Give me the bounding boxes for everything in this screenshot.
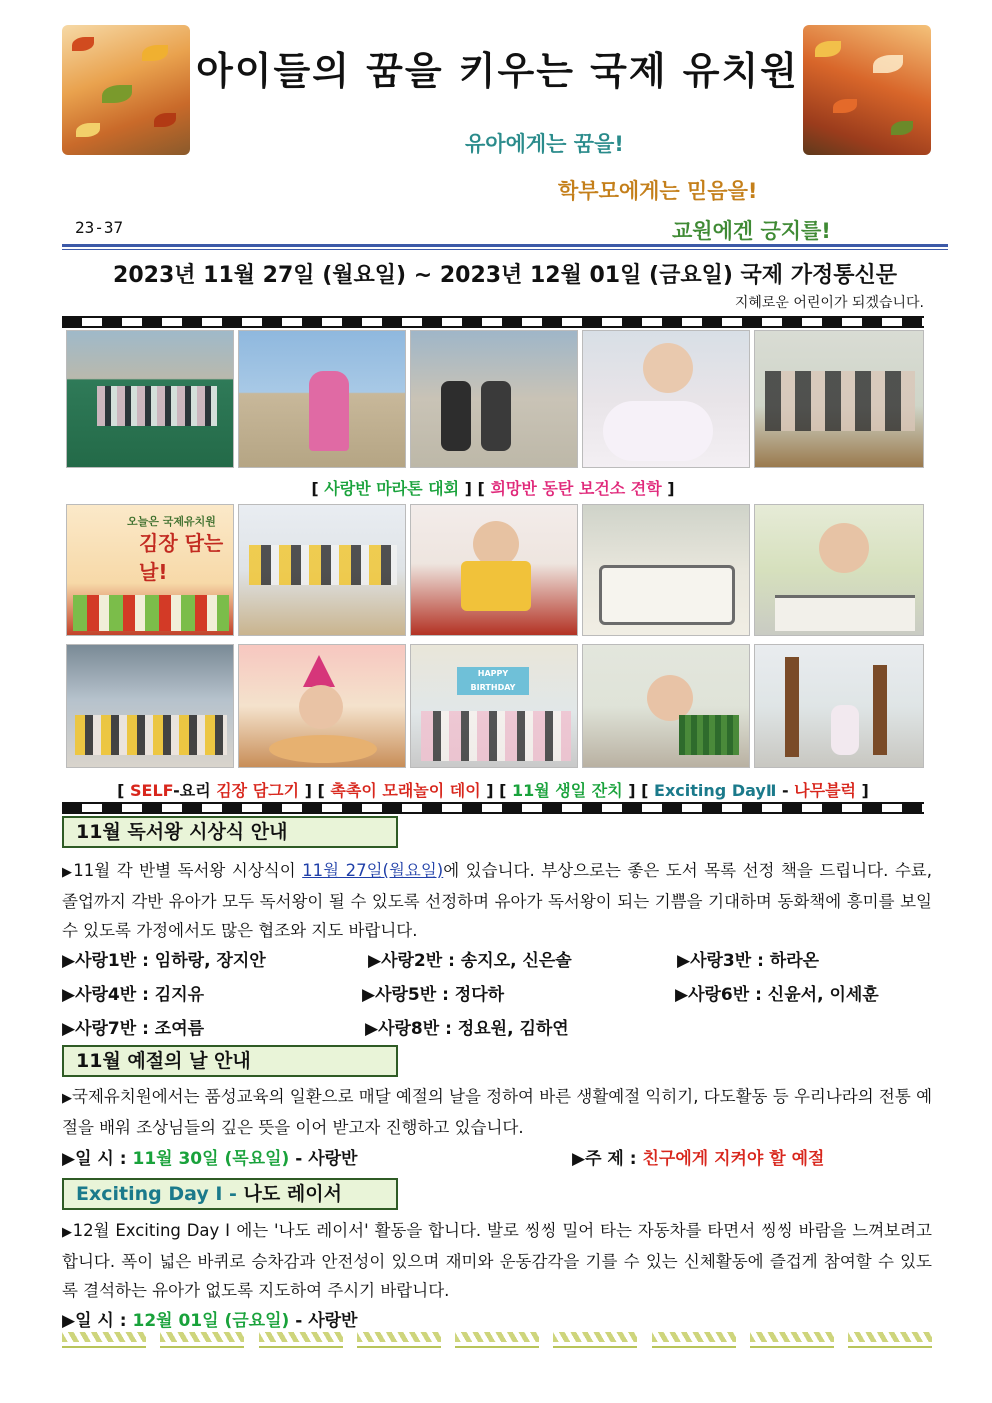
slogan-teachers: 교원에겐 긍지를! — [672, 219, 831, 243]
class-winner: ▶사랑2반 : 송지오, 신은솔 — [368, 951, 572, 971]
photo-health-center-1 — [582, 330, 750, 468]
etiquette-topic: ▶주 제 : 친구에게 지켜야 할 예절 — [572, 1149, 825, 1169]
section-heading-etiquette-day: 11월 예절의 날 안내 — [62, 1045, 398, 1077]
photo-kimjang-class — [238, 504, 406, 636]
class-winner: ▶사랑5반 : 정다하 — [362, 985, 505, 1005]
class-winner: ▶사랑7반 : 조여름 — [62, 1019, 205, 1039]
header-divider-thin — [62, 249, 948, 250]
bullet-icon: ▶ — [62, 1091, 73, 1106]
photo-sand-play-2 — [754, 504, 924, 636]
header-divider — [62, 244, 948, 247]
photo-wood-block-2 — [754, 644, 924, 768]
exciting-day-paragraph: ▶12월 Exciting Day Ⅰ 에는 '나도 레이서' 활동을 합니다. 발로 씽씽 밀어 타는 자동차를 타면서 씽씽 바람을 느껴보려고 합니다. 폭이 넓은 바퀴로 승차감과 안전성이 있으며 재미와 운동감각을 기를 수 있는 신체활동에 즐겁게 참여할 수 있도록 결석하는 유아가 없도록 지도하여 주시기 바랍니다. — [62, 1221, 932, 1300]
slogan-children: 유아에게는 꿈을! — [465, 132, 624, 156]
photo-wood-block-1 — [582, 644, 750, 768]
photo-caption-row3: [ SELF-요리 김장 담그기 ] [ 촉촉이 모래놀이 데이 ] [ 11월 생일 잔치 ] [ Exciting DayⅡ - 나무블럭 ] — [117, 781, 869, 800]
photo-health-center-2 — [754, 330, 924, 468]
photo-marathon-2 — [238, 330, 406, 468]
photo-caption-row1: [ 사랑반 마라톤 대회 ] [ 희망반 동탄 보건소 견학 ] — [311, 479, 675, 498]
bullet-icon: ▶ — [62, 1225, 73, 1240]
photo-kimjang-child — [410, 504, 578, 636]
autumn-animals-illustration-icon — [62, 25, 190, 155]
photo-marathon-1 — [66, 330, 234, 468]
class-winner: ▶사랑6반 : 신윤서, 이세훈 — [675, 985, 879, 1005]
section-heading-exciting-day: Exciting Day Ⅰ - 나도 레이서 — [62, 1178, 398, 1210]
exciting-day-date: ▶일 시 : 12월 01일 (금요일) - 사랑반 — [62, 1311, 358, 1331]
photo-kimjang-sign — [66, 504, 234, 636]
checkered-divider — [62, 802, 924, 814]
page-title: 아이들의 꿈을 키우는 국제 유치원 — [196, 49, 799, 93]
photo-marathon-3 — [410, 330, 578, 468]
class-winner: ▶사랑8반 : 정요원, 김하연 — [365, 1019, 569, 1039]
etiquette-paragraph: ▶국제유치원에서는 품성교육의 일환으로 매달 예절의 날을 정하여 바른 생활예절 익히기, 다도활동 등 우리나라의 전통 예절을 배워 조상님들의 깊은 뜻을 이어 받고자 진행하고 있습니다. — [62, 1087, 933, 1137]
bullet-icon: ▶ — [62, 865, 74, 880]
slogan-parents: 학부모에게는 믿음을! — [558, 179, 758, 203]
class-winner: ▶사랑1반 : 임하랑, 장지안 — [62, 951, 266, 971]
checkered-divider — [62, 316, 924, 328]
photo-birthday-child — [238, 644, 406, 768]
photo-kimjang-group — [66, 644, 234, 768]
autumn-leaves-illustration-icon — [803, 25, 931, 155]
etiquette-date: ▶일 시 : 11월 30일 (목요일) - 사랑반 — [62, 1149, 358, 1169]
issue-number: 23-37 — [75, 218, 124, 237]
kimjang-sign-big: 김장 담는 날! — [139, 531, 224, 584]
section-heading-reading-award: 11월 독서왕 시상식 안내 — [62, 816, 398, 848]
birthday-banner: HAPPY BIRTHDAY — [457, 667, 529, 695]
kimjang-sign-small: 오늘은 국제유치원 — [127, 515, 216, 528]
class-winner: ▶사랑4반 : 김지유 — [62, 985, 205, 1005]
photo-birthday-party — [410, 644, 578, 768]
newsletter-dateline: 2023년 11월 27일 (월요일) ~ 2023년 12월 01일 (금요일) 국제 가정통신문 — [113, 263, 897, 288]
reading-award-paragraph: ▶11월 각 반별 독서왕 시상식이 11월 27일(월요일)에 있습니다. 부상으로는 좋은 도서 목록 선정 책을 드립니다. 수료, 졸업까지 각반 유아가 모두 독서왕이 될 수 있도록 선정하며 유아가 독서왕이 되는 기쁨을 기대하며 동화책에 흥미를 보일 수 있도록 가정에서도 많은 협조와 지도 바랍니다. — [62, 861, 932, 940]
award-date: 11월 27일(월요일) — [302, 861, 444, 880]
school-motto: 지혜로운 어린이가 되겠습니다. — [734, 295, 924, 311]
wheat-divider-icon — [62, 1330, 932, 1354]
class-winner: ▶사랑3반 : 하라온 — [677, 951, 820, 971]
photo-sand-play-1 — [582, 504, 750, 636]
